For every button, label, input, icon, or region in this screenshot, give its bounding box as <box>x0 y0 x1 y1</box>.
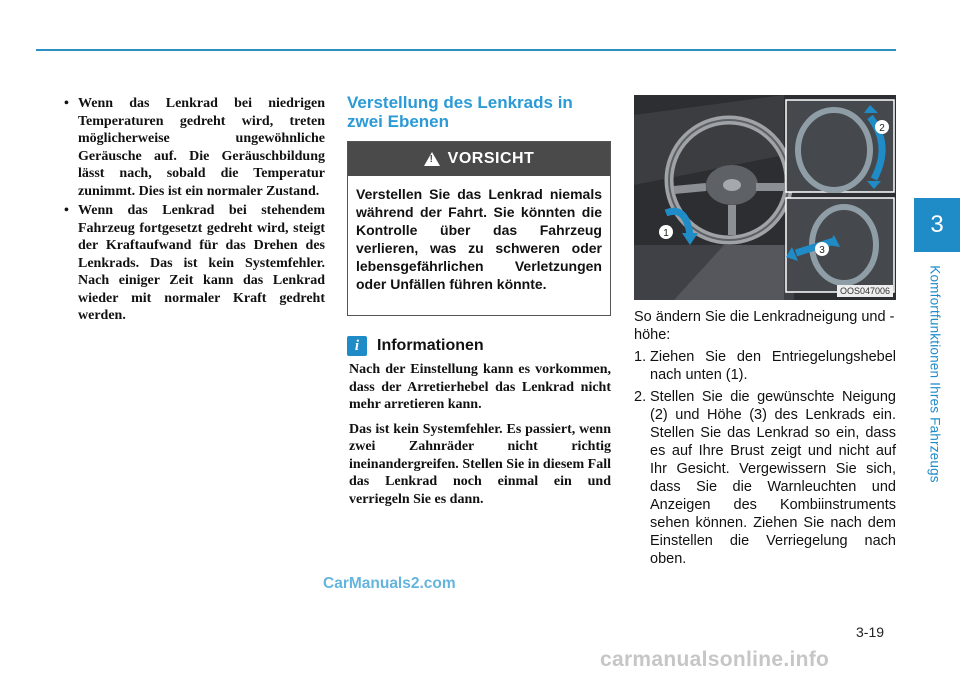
info-body <box>349 361 611 515</box>
step-text: Stellen Sie die gewünschte Neigung (2) und Höhe (3) des Lenkrads ein. Stellen Sie das Lenkrad so ein, dass es auf Ihre Brust zeigt und nicht auf Ihr Gesicht. Vergewissern Sie sich, dass Sie die Warnleuchten und Anzeigen des Kombiinstruments sehen können. Ziehen Sie nach dem Einstellen die Verriegelung nach oben. <box>650 389 896 567</box>
bullet-text: Wenn das Lenkrad bei niedrigen Temperaturen gedreht wird, treten möglicherweise ungewöhnliche Geräusche auf. Die Geräuschbildung lässt nach, sobald die Temperatur zunimmt. Dies ist ein normaler Zustand. <box>78 96 325 199</box>
steering-wheel-figure <box>634 95 896 300</box>
instructions-intro: So ändern Sie die Lenkradneigung und -höhe: <box>634 309 895 343</box>
footer-watermark[interactable]: carmanualsonline.info <box>600 648 830 671</box>
bullet-text: Wenn das Lenkrad bei stehendem Fahrzeug fortgesetzt gedreht wird, steigt der Kraftaufwand für das Drehen des Lenkrads. Das ist kein Systemfehler. Nach einiger Zeit kann das Lenkrad wieder mit normaler Kraft gedreht werden. <box>78 203 325 323</box>
warning-triangle-icon: ! <box>424 152 440 166</box>
instruction-step <box>634 388 896 568</box>
chapter-side-label <box>928 258 942 490</box>
caution-text: Verstellen Sie das Lenkrad niemals während der Fahrt. Sie könnten die Kontrolle über das Fahrzeug verlieren, was zu schweren oder lebensgefährlichen Verletzungen oder Unfällen führen könnte. <box>356 186 602 292</box>
chapter-number: 3 <box>930 211 944 238</box>
chapter-title: Komfortfunktionen Ihres Fahrzeugs <box>927 265 943 483</box>
callout-1-label: 1 <box>663 228 669 239</box>
caution-label: VORSICHT <box>447 150 535 167</box>
info-paragraph: Nach der Einstellung kann es vorkommen, dass der Arretierhebel das Lenkrad nicht mehr arretieren kann. <box>349 362 611 412</box>
figure-code: OOS047006 <box>837 285 893 297</box>
chapter-tab[interactable] <box>914 198 960 252</box>
info-paragraph: Das ist kein Systemfehler. Es passiert, wenn zwei Zahnräder nicht richtig ineinandergreifen. Stellen Sie in diesem Fall das Lenkrad noch einmal ein und verriegeln Sie es dann. <box>349 421 611 507</box>
bullet-item <box>62 202 325 325</box>
caution-header <box>348 142 610 176</box>
callout-3-label: 3 <box>819 245 825 256</box>
callout-2-label: 2 <box>879 123 885 134</box>
header-rule <box>36 49 896 51</box>
caution-box <box>347 141 611 316</box>
right-column <box>634 308 896 572</box>
bullet-dot: • <box>64 96 69 111</box>
step-number: 1. <box>634 349 647 365</box>
step-number: 2. <box>634 389 647 405</box>
page-number: 3-19 <box>856 624 885 640</box>
info-heading <box>347 335 484 357</box>
steering-wheel-illustration <box>634 95 896 300</box>
bullet-dot: • <box>64 203 69 218</box>
info-label: Informationen <box>377 337 484 354</box>
site-watermark[interactable]: CarManuals2.com <box>323 575 456 592</box>
left-column <box>62 95 325 327</box>
step-text: Ziehen Sie den Entriegelungshebel nach unten (1). <box>650 349 896 383</box>
instruction-step <box>634 348 896 384</box>
info-icon: i <box>347 336 367 356</box>
middle-column <box>347 93 611 131</box>
section-heading: Verstellung des Lenkrads in zwei Ebenen <box>347 93 573 131</box>
bullet-item <box>62 95 325 200</box>
